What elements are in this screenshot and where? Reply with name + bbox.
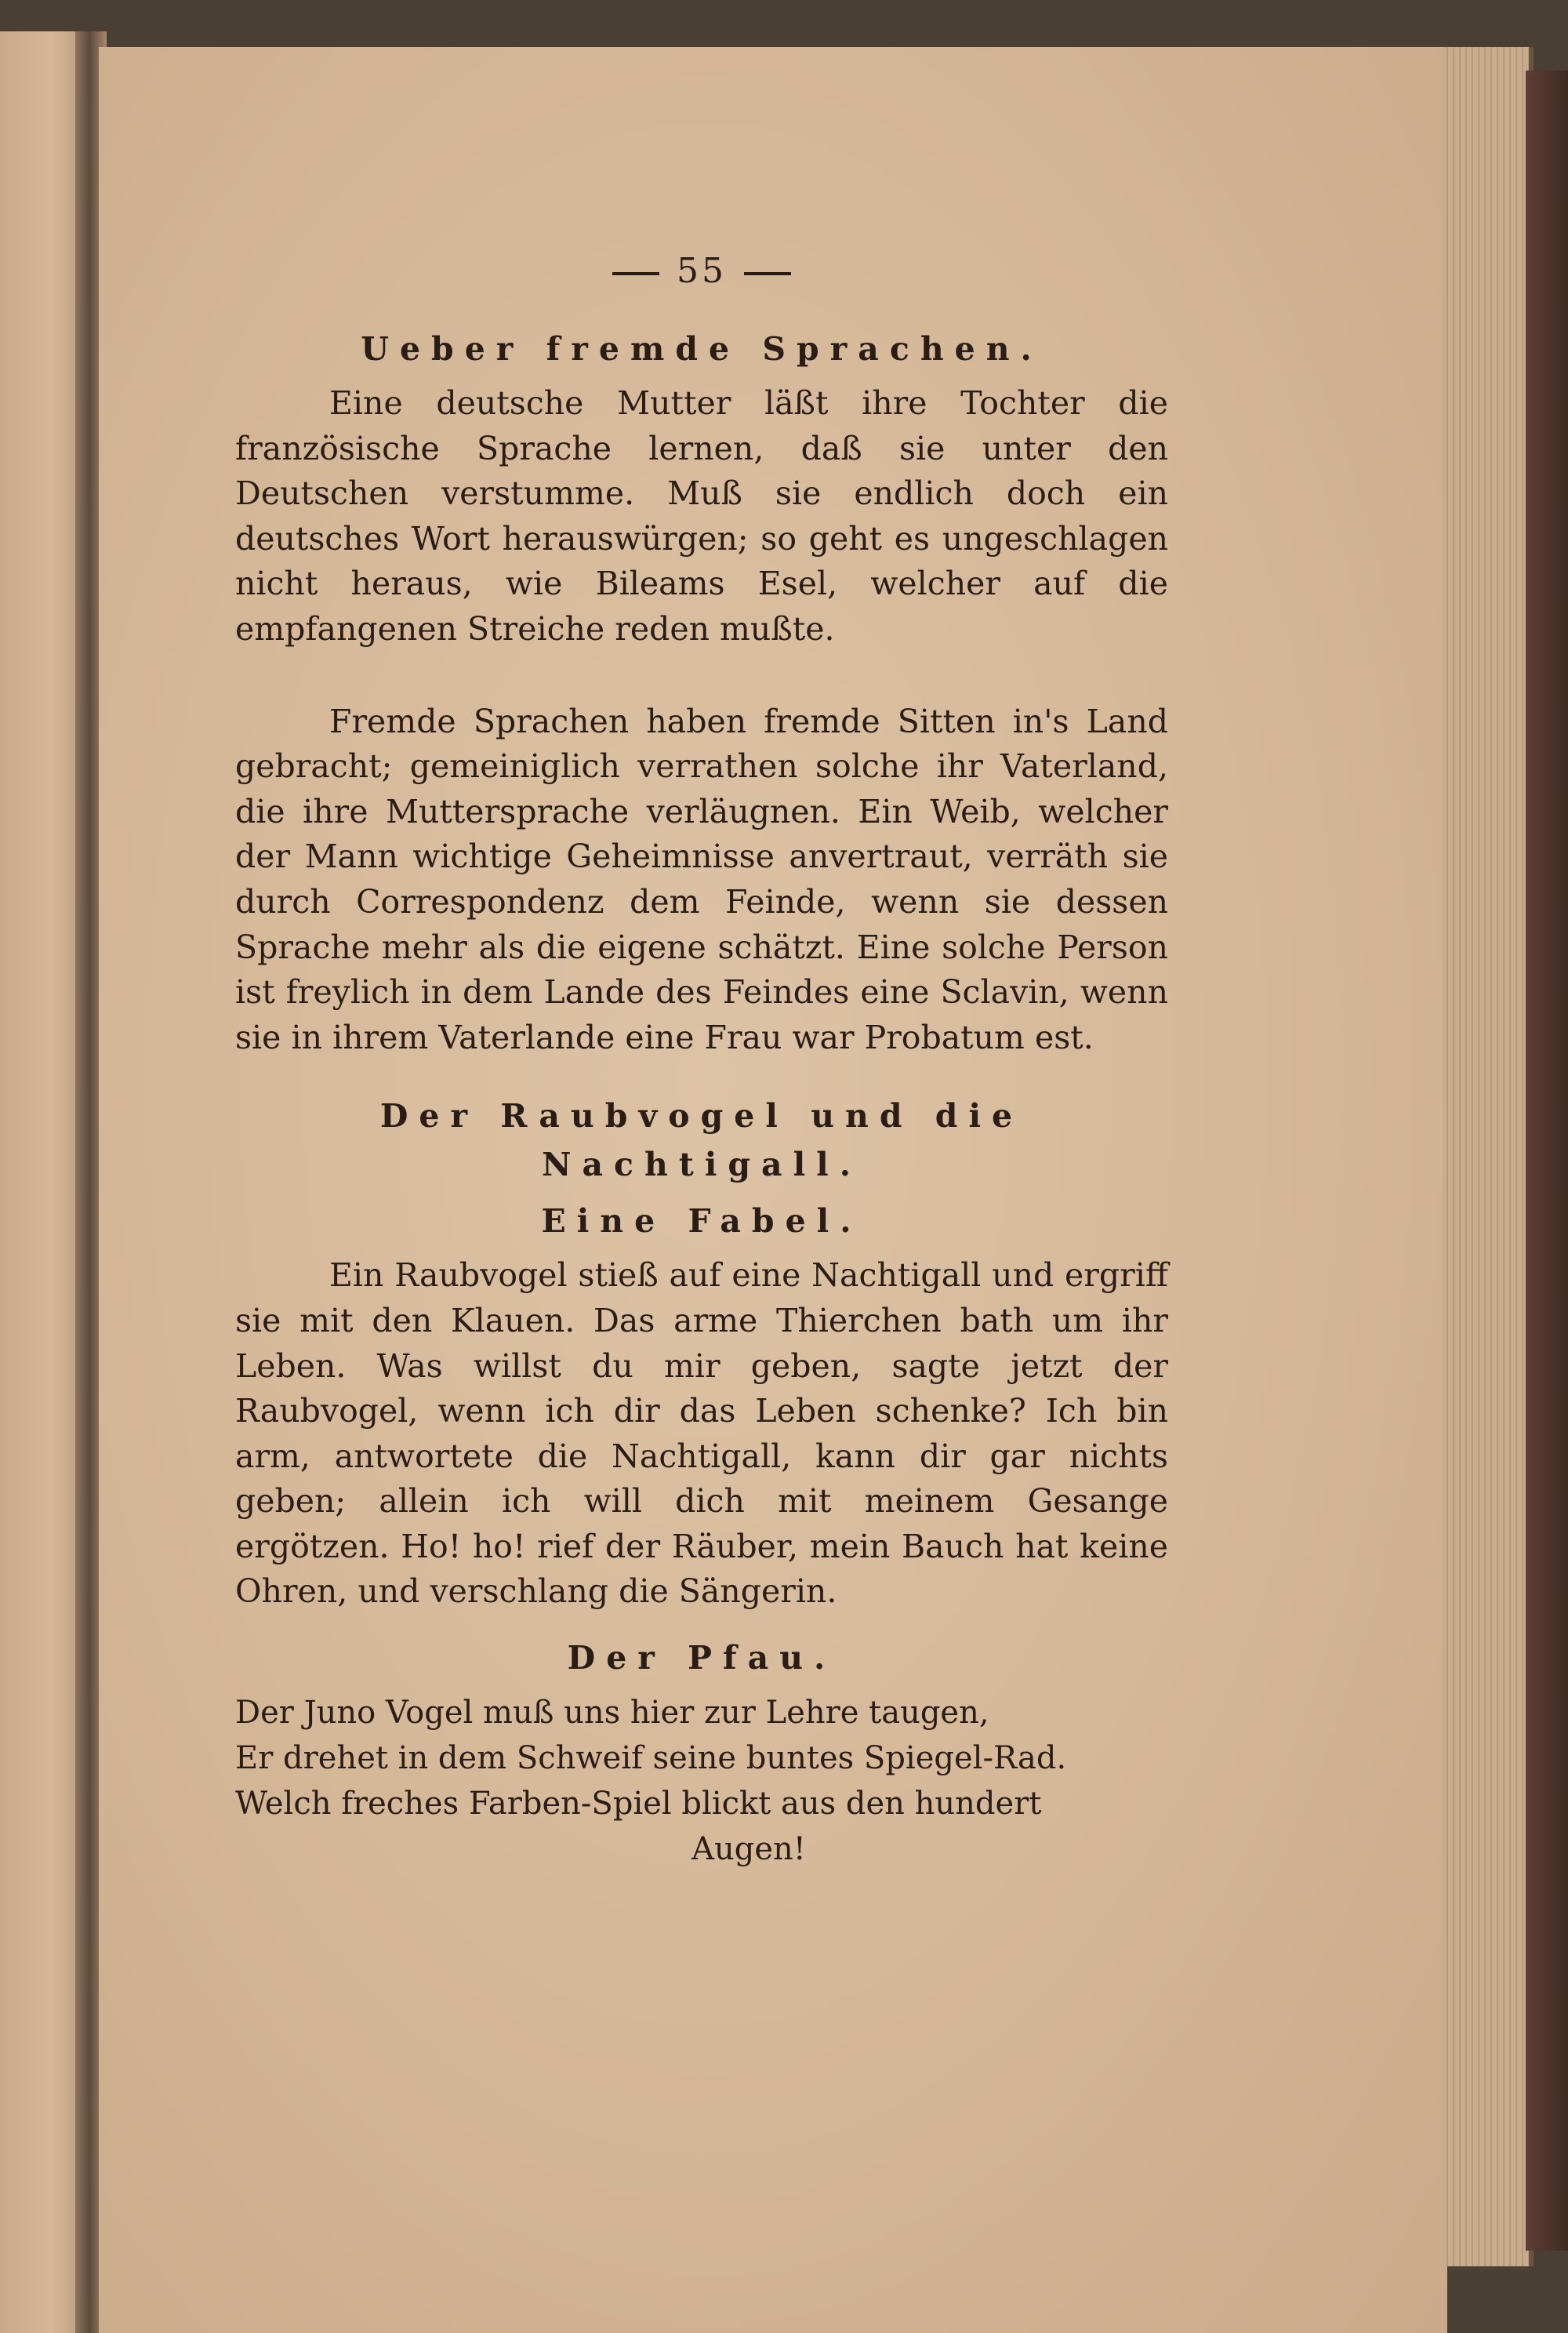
page-block-edges [1443, 47, 1534, 2266]
poem-line: Er drehet in dem Schweif seine buntes Spiegel-Rad. [235, 1740, 1067, 1777]
section-heading-pfau: Der Pfau. [567, 1639, 837, 1677]
page-content [235, 251, 1168, 1872]
folio-dash-right [744, 272, 791, 275]
poem-line: Der Juno Vogel muß uns hier zur Lehre taugen, [235, 1695, 989, 1732]
poem-line: Augen! [691, 1831, 806, 1868]
paragraph-fabel: Ein Raubvogel stieß auf eine Nachtigall und ergriff sie mit den Klauen. Das arme Thierchen bath um ihr Leben. Was willst du mir geben, sagte jetzt der Raubvogel, wenn ich dir das Leben schenke? Ich bin arm, antwortete die Nachtigall, kann dir gar nichts geben; allein ich will dich mit meinem Gesange ergötzen. Ho! ho! rief der Räuber, mein Bauch hat keine Ohren, und verschlang die Sängerin. [235, 1256, 1168, 1611]
folio-dash-left [612, 272, 659, 275]
paragraph-fremde-sitten: Fremde Sprachen haben fremde Sitten in's Land gebracht; gemeiniglich verrathen solche ihr Vaterland, die ihre Muttersprache verläugnen. Ein Weib, welcher der Mann wichtige Geheimnisse anvertraut, verräth sie durch Correspondenz dem Feinde, wenn sie dessen Sprache mehr als die eigene schätzt. Eine solche Person ist freylich in dem Lande des Feindes eine Sclavin, wenn sie in ihrem Vaterlande eine Frau war Probatum est. [235, 702, 1168, 1056]
section-subheading-fabel: Eine Fabel. [541, 1202, 862, 1241]
left-page-edge [0, 31, 86, 2333]
book-cover-edge [1526, 71, 1568, 2251]
poem-line: Welch freches Farben-Spiel blickt aus den hundert [235, 1786, 1042, 1822]
page-number-line [235, 251, 1168, 298]
poem [235, 1690, 1168, 1872]
paragraph-mutter: Eine deutsche Mutter läßt ihre Tochter die französische Sprache lernen, daß sie unter den Deutschen verstumme. Muß sie endlich doch ein deutsches Wort herauswürgen; so geht es ungeschlagen nicht heraus, wie Bileams Esel, welcher auf die empfangenen Streiche reden mußte. [235, 384, 1168, 648]
section-heading-fremde-sprachen: Ueber fremde Sprachen. [361, 330, 1043, 368]
page-number: 55 [677, 251, 727, 291]
section-heading-raubvogel: Der Raubvogel und die Nachtigall. [379, 1097, 1024, 1184]
